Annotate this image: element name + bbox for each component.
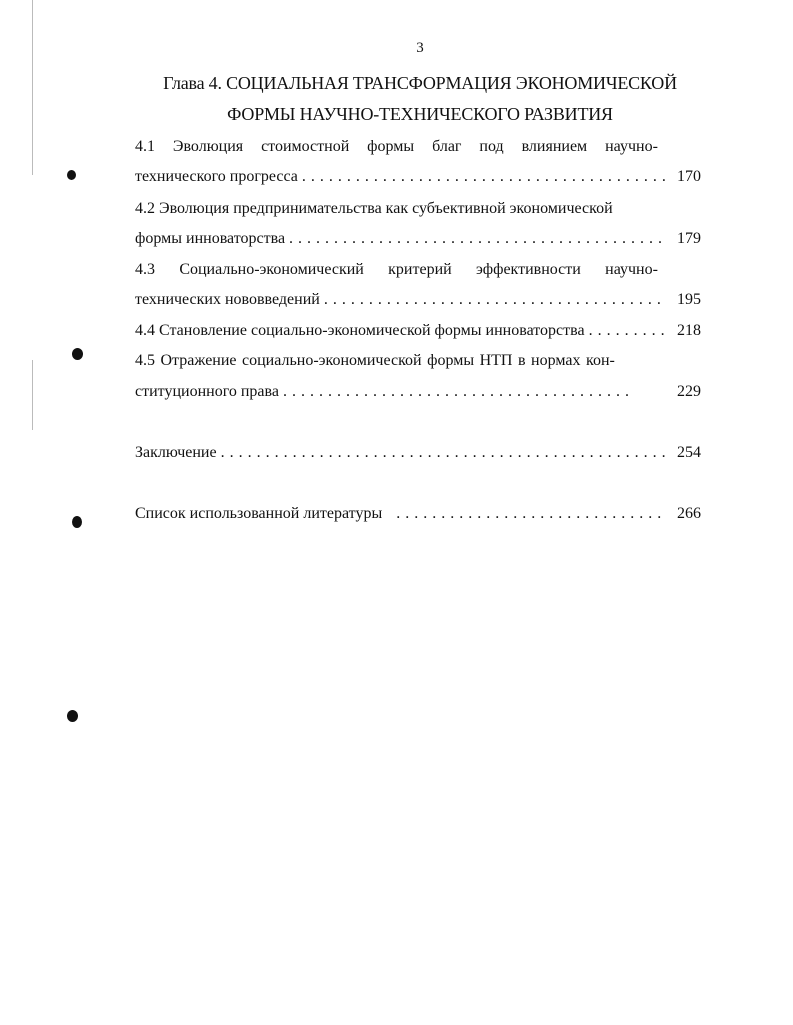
toc-word: эффективности [476,261,581,278]
dot-leader [221,442,665,464]
toc-word: под [479,138,504,155]
toc-word: критерий [388,261,452,278]
punch-hole-mark [67,710,78,722]
toc-entry-4-5-line-1: 4.5 Отражение социально-экономической формы НТП в нормах кон- [135,352,615,369]
toc-word: научно- [605,261,658,278]
toc-entry-text: технического прогресса [135,168,298,185]
toc-entry-bibliography [135,503,701,525]
toc-page-number: 254 [677,444,701,461]
toc-entry-4-2-line-2 [135,228,701,250]
toc-word: влиянием [521,138,588,155]
toc-word: научно- [605,138,658,155]
toc-word: формы [367,138,415,155]
toc-entry-4-1-line-2 [135,166,701,188]
toc-entry-4-2-line-1: 4.2 Эволюция предпринимательства как субъективной экономической [135,200,613,217]
toc-entry-conclusion [135,442,701,464]
punch-hole-mark [72,348,83,360]
punch-hole-mark [67,170,76,180]
dot-leader [396,503,665,525]
toc-word: Социально-экономический [179,261,364,278]
toc-entry-text: Заключение [135,444,217,461]
toc-page-number: 170 [677,168,701,185]
dot-leader [289,228,665,250]
dot-leader [589,320,665,342]
toc-entry-text: ституционного права [135,383,279,400]
toc-page-number: 266 [677,505,701,522]
dot-leader [302,166,665,188]
toc-entry-4-5-line-2 [135,381,701,403]
toc-word: стоимостной [261,138,350,155]
toc-entry-4-3-line-2 [135,289,701,311]
toc-word: 4.3 [135,261,155,278]
toc-entry-text: технических нововведений [135,291,320,308]
punch-hole-mark [72,516,82,528]
toc-page-number: 179 [677,230,701,247]
toc-entry-text: Список использованной литературы [135,505,383,522]
toc-entry-4-4 [135,320,701,342]
chapter-title-line-2: ФОРМЫ НАУЧНО-ТЕХНИЧЕСКОГО РАЗВИТИЯ [227,104,613,124]
dot-leader [283,381,631,403]
toc-entry-text: формы инноваторства [135,230,286,247]
page-number: 3 [416,40,424,56]
scan-edge-line [32,0,33,175]
toc-page-number: 229 [677,383,701,400]
toc-word: 4.1 [135,138,155,155]
toc-page-number: 218 [677,322,701,339]
toc-entry-text: 4.4 Становление социально-экономической формы инноваторства [135,322,585,339]
toc-page-number: 195 [677,291,701,308]
toc-entry-4-3-line-1 [135,259,658,281]
toc-word: Эволюция [172,138,244,155]
toc-entry-4-1-line-1 [135,136,658,158]
toc-word: благ [432,138,462,155]
scan-edge-line [32,360,33,430]
chapter-title-line-1: Глава 4. СОЦИАЛЬНАЯ ТРАНСФОРМАЦИЯ ЭКОНОМИЧЕСКОЙ [163,73,677,93]
dot-leader [324,289,665,311]
